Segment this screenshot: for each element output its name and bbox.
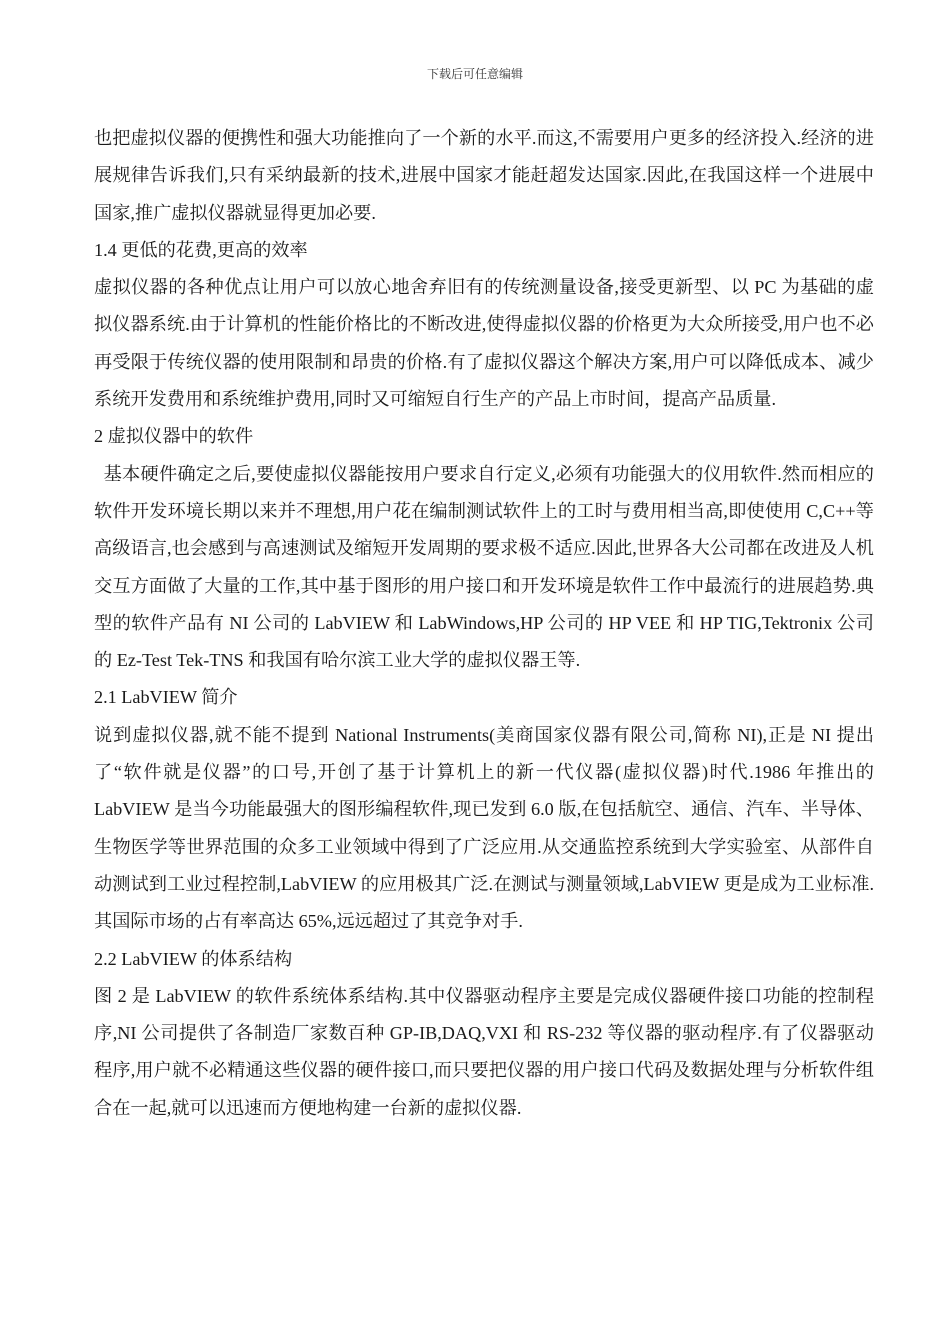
paragraph-lower-cost: 虚拟仪器的各种优点让用户可以放心地舍弃旧有的传统测量设备,接受更新型、以 PC 为基础的虚拟仪器系统.由于计算机的性能价格比的不断改进,使得虚拟仪器的价格更为大众所接受,用户也不必再受限于传统仪器的使用限制和昂贵的价格.有了虚拟仪器这个解决方案,用户可以降低成本、减少系统开发费用和系统维护费用,同时又可缩短自行生产的产品上市时间，提高产品质量.: [94, 277, 874, 410]
paragraph-intro-continuation: 也把虚拟仪器的便携性和强大功能推向了一个新的水平.而这,不需要用户更多的经济投入.经济的进展规律告诉我们,只有采纳最新的技术,进展中国家才能赶超发达国家.因此,在我国这样一个进展中国家,推广虚拟仪器就显得更加必要.: [94, 128, 874, 223]
section-heading-2-2: 2.2 LabVIEW 的体系结构: [94, 948, 293, 969]
section-heading-2-1: 2.1 LabVIEW 简介: [94, 687, 238, 708]
section-heading-1-4: 1.4 更低的花费,更高的效率: [94, 239, 308, 260]
section-heading-2: 2 虚拟仪器中的软件: [94, 426, 254, 447]
document-body: [94, 120, 874, 1127]
page-header: 下载后可任意编辑: [426, 67, 523, 81]
paragraph-software: 基本硬件确定之后,要使虚拟仪器能按用户要求自行定义,必须有功能强大的仪用软件.然而相应的软件开发环境长期以来并不理想,用户花在编制测试软件上的工时与费用相当高,即使使用 C,C++等高级语言,也会感到与高速测试及缩短开发周期的要求极不适应.因此,世界各大公司都在改进及人机交互方面做了大量的工作,其中基于图形的用户接口和开发环境是软件工作中最流行的进展趋势.典型的软件产品有 NI 公司的 LabVIEW 和 LabWindows,HP 公司的 HP VEE 和 HP TIG,Tektronix 公司的 Ez-Test Tek-TNS 和我国有哈尔滨工业大学的虚拟仪器王等.: [94, 463, 874, 671]
paragraph-labview-architecture: 图 2 是 LabVIEW 的软件系统体系结构.其中仪器驱动程序主要是完成仪器硬件接口功能的控制程序,NI 公司提供了各制造厂家数百种 GP-IB,DAQ,VXI 和 RS-232 等仪器的驱动程序.有了仪器驱动程序,用户就不必精通这些仪器的硬件接口,而只要把仪器的用户接口代码及数据处理与分析软件组合在一起,就可以迅速而方便地构建一台新的虚拟仪器.: [94, 985, 874, 1118]
paragraph-labview-intro: 说到虚拟仪器,就不能不提到 National Instruments(美商国家仪器有限公司,简称 NI),正是 NI 提出了“软件就是仪器”的口号,开创了基于计算机上的新一代仪器(虚拟仪器)时代.1986 年推出的 LabVIEW 是当今功能最强大的图形编程软件,现已发到 6.0 版,在包括航空、通信、汽车、半导体、生物医学等世界范围的众多工业领域中得到了广泛应用.从交通监控系统到大学实验室、从部件自动测试到工业过程控制,LabVIEW 的应用极其广泛.在测试与测量领域,LabVIEW 更是成为工业标准.其国际市场的占有率高达 65%,远远超过了其竞争对手.: [94, 724, 874, 932]
